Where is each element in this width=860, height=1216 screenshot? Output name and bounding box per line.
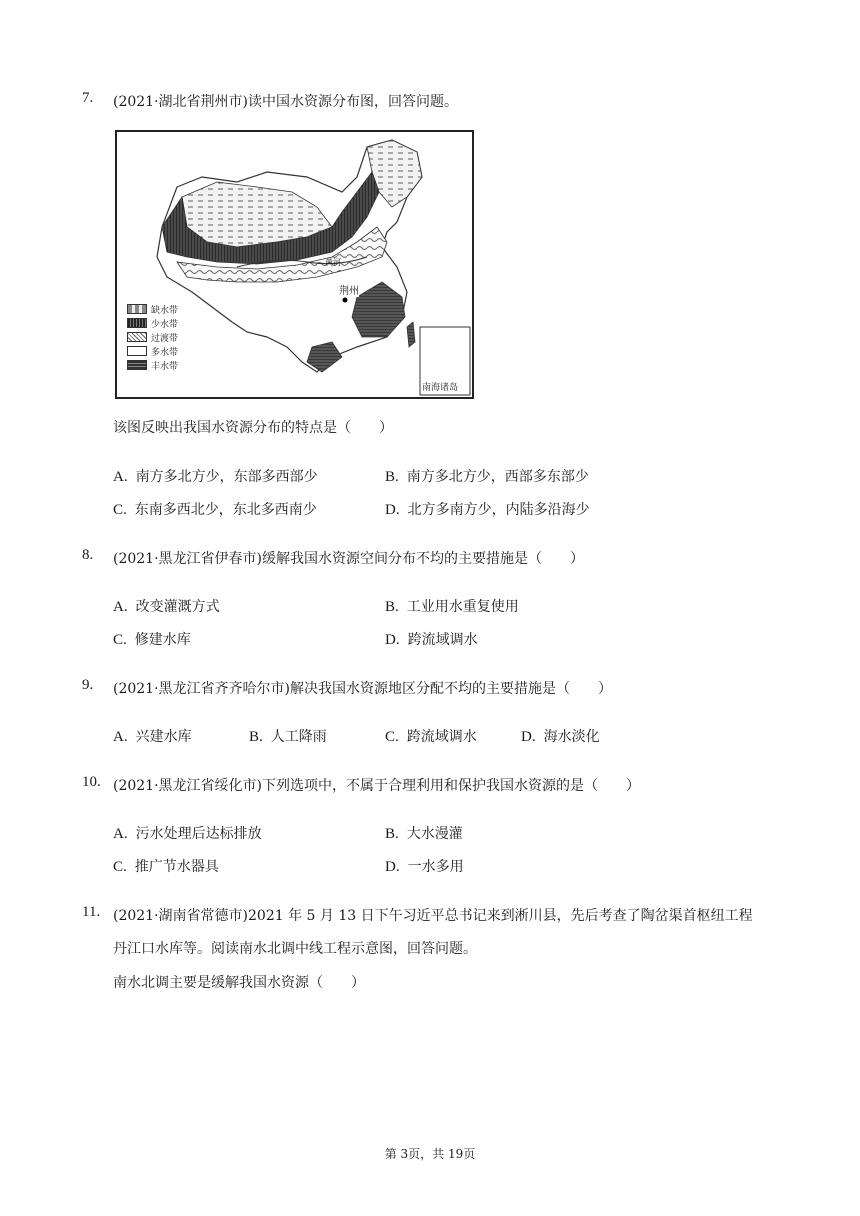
legend-label: 多水带 (151, 347, 179, 358)
map-city-label: 荆州 (339, 282, 359, 297)
option-text: 东南多西北少，东北多西南少 (134, 502, 317, 518)
legend-swatch-shortage (127, 304, 147, 314)
option-letter: D. (385, 859, 400, 875)
option-letter: A. (113, 469, 128, 485)
option-text: 改变灌溉方式 (135, 599, 220, 615)
option-letter: C. (113, 859, 127, 875)
option-letter: C. (113, 632, 127, 648)
option-9d[interactable] (521, 726, 600, 746)
option-text: 污水处理后达标排放 (135, 826, 262, 842)
legend-label: 缺水带 (151, 305, 179, 316)
question-11-subtext: 南水北调主要是缓解我国水资源（ ） (113, 975, 365, 991)
option-letter: B. (385, 599, 399, 615)
question-7-text: (2021·湖北省荆州市)读中国水资源分布图，回答问题。 (113, 94, 459, 110)
legend-swatch-less (127, 318, 147, 328)
option-letter: C. (385, 729, 399, 745)
legend-item (127, 330, 178, 344)
map-river-label: 黄河 (325, 258, 341, 267)
question-8-text: (2021·黑龙江省伊春市)缓解我国水资源空间分布不均的主要措施是（ ） (113, 551, 585, 567)
map-legend (127, 302, 178, 372)
legend-label: 少水带 (151, 319, 179, 330)
legend-item (127, 344, 178, 358)
option-text: 海水淡化 (543, 729, 600, 745)
legend-item (127, 358, 178, 372)
question-10-text: (2021·黑龙江省绥化市)下列选项中，不属于合理利用和保护我国水资源的是（ ） (113, 778, 641, 794)
option-letter: C. (113, 502, 127, 518)
option-text: 北方多南方少，内陆多沿海少 (407, 502, 590, 518)
option-9c[interactable] (385, 726, 477, 746)
option-text: 南方多北方少，东部多西部少 (135, 469, 318, 485)
option-letter: D. (385, 632, 400, 648)
question-10-number: 10. (82, 774, 101, 790)
legend-swatch-more (127, 346, 147, 356)
option-text: 兴建水库 (135, 729, 192, 745)
option-letter: D. (521, 729, 536, 745)
option-text: 南方多北方少，西部多东部少 (406, 469, 589, 485)
question-9-number: 9. (82, 677, 94, 693)
option-letter: A. (113, 826, 128, 842)
page-footer: 第 3页，共 19页 (384, 1147, 476, 1161)
option-letter: A. (113, 599, 128, 615)
option-10d[interactable] (385, 856, 464, 876)
option-8a[interactable] (113, 596, 220, 616)
option-text: 工业用水重复使用 (406, 599, 519, 615)
question-7-number: 7. (82, 90, 94, 106)
option-letter: B. (385, 826, 399, 842)
option-letter: D. (385, 502, 400, 518)
legend-swatch-transition (127, 332, 147, 342)
option-10a[interactable] (113, 823, 262, 843)
option-10c[interactable] (113, 856, 219, 876)
legend-item (127, 316, 178, 330)
legend-item (127, 302, 178, 316)
question-11-text-line2: 丹江口水库等。阅读南水北调中线工程示意图，回答问题。 (113, 941, 477, 957)
option-text: 一水多用 (407, 859, 464, 875)
option-8c[interactable] (113, 629, 191, 649)
option-text: 推广节水器具 (134, 859, 219, 875)
option-7b[interactable] (385, 466, 589, 486)
option-letter: A. (113, 729, 128, 745)
option-8d[interactable] (385, 629, 478, 649)
option-letter: B. (385, 469, 399, 485)
option-letter: B. (249, 729, 263, 745)
option-7d[interactable] (385, 499, 590, 519)
option-10b[interactable] (385, 823, 463, 843)
question-7-subtext: 该图反映出我国水资源分布的特点是（ ） (113, 420, 393, 436)
map-inset-label: 南海诸岛 (422, 383, 459, 393)
option-9b[interactable] (249, 726, 327, 746)
legend-label: 过渡带 (151, 333, 179, 344)
option-text: 人工降雨 (270, 729, 327, 745)
option-7a[interactable] (113, 466, 318, 486)
option-text: 修建水库 (134, 632, 191, 648)
option-7c[interactable] (113, 499, 317, 519)
legend-swatch-abundant (127, 360, 147, 370)
jingzhou-marker (343, 298, 348, 303)
option-text: 跨流域调水 (406, 729, 477, 745)
question-8-number: 8. (82, 547, 94, 563)
question-11-number: 11. (82, 904, 101, 920)
option-8b[interactable] (385, 596, 519, 616)
legend-label: 丰水带 (151, 361, 179, 372)
question-9-text: (2021·黑龙江省齐齐哈尔市)解决我国水资源地区分配不均的主要措施是（ ） (113, 681, 613, 697)
option-text: 跨流域调水 (407, 632, 478, 648)
option-text: 大水漫灌 (406, 826, 463, 842)
china-water-resources-map (115, 130, 474, 399)
question-11-text: (2021·湖南省常德市)2021 年 5 月 13 日下午习近平总书记来到淅川县，先后考查了陶岔渠首枢纽工程 (113, 908, 753, 924)
option-9a[interactable] (113, 726, 192, 746)
